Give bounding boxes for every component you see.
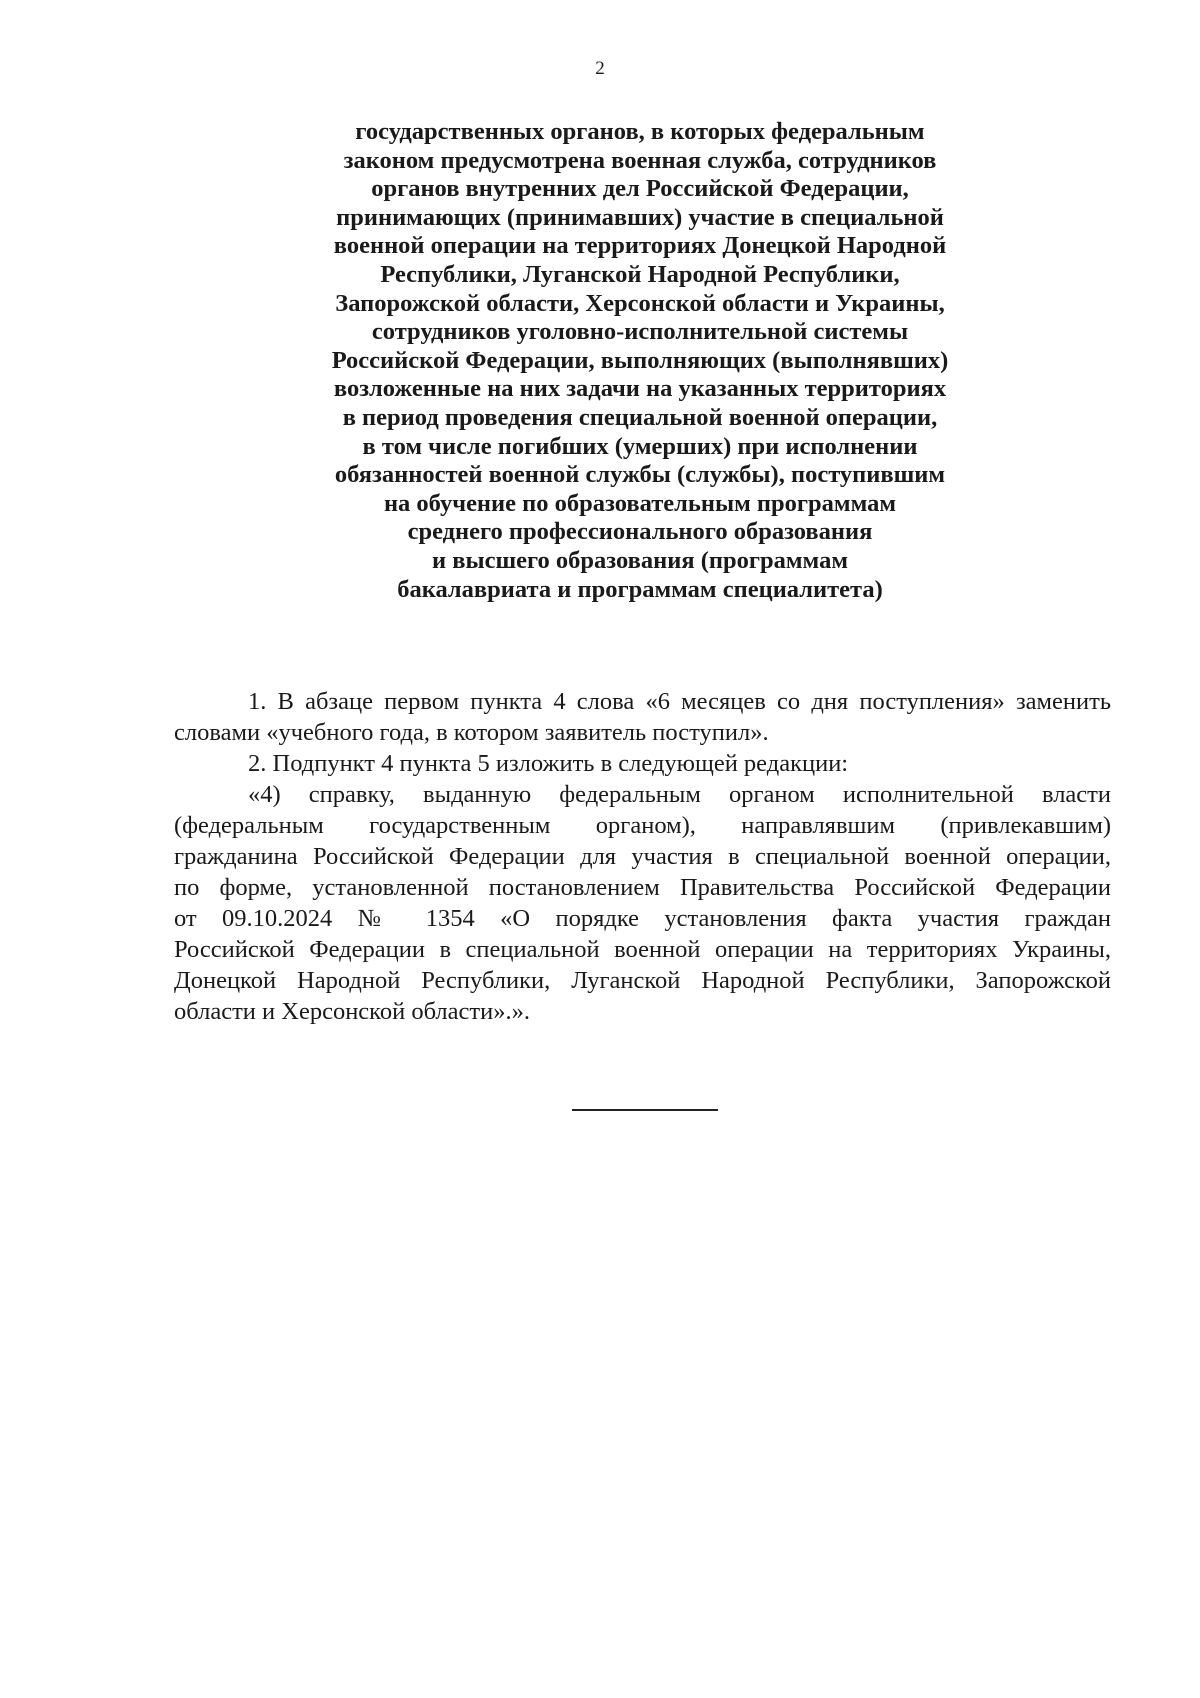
- end-of-document-rule: [572, 1109, 718, 1111]
- heading-line: в том числе погибших (умерших) при исполнении: [362, 432, 918, 460]
- document-heading: [240, 118, 1040, 604]
- document-body: [174, 686, 1111, 1027]
- amendment-line: от 09.10.2024 № 1354 «О порядке установления факта участия граждан: [174, 905, 1111, 932]
- paragraph-amendment-text: [174, 779, 1111, 1027]
- heading-line: Запорожской области, Херсонской области и Украины,: [335, 289, 945, 317]
- amendment-line: (федеральным государственным органом), направлявшим (привлекавшим): [174, 812, 1111, 839]
- heading-line: Российской Федерации, выполняющих (выполнявших): [331, 346, 949, 374]
- amendment-line: области и Херсонской области».».: [174, 998, 530, 1025]
- heading-line: возложенные на них задачи на указанных территориях: [333, 375, 947, 403]
- amendment-line: Донецкой Народной Республики, Луганской Народной Республики, Запорожской: [174, 967, 1111, 994]
- heading-line: сотрудников уголовно-исполнительной системы: [371, 318, 909, 346]
- heading-line: законом предусмотрена военная служба, сотрудников: [343, 146, 937, 174]
- paragraph-item-1: 1. В абзаце первом пункта 4 слова «6 месяцев со дня поступления» заменить словами «учебного года, в котором заявитель поступил».: [174, 688, 1111, 746]
- heading-line: среднего профессионального образования: [407, 518, 873, 546]
- heading-line: на обучение по образовательным программам: [383, 489, 897, 517]
- heading-line: в период проведения специальной военной операции,: [342, 403, 938, 431]
- heading-line: принимающих (принимавших) участие в специальной: [336, 203, 944, 231]
- heading-line: и высшего образования (программам: [431, 546, 849, 574]
- heading-line: бакалавриата и программам специалитета): [397, 575, 883, 603]
- heading-line: обязанностей военной службы (службы), поступившим: [334, 461, 946, 489]
- heading-line: военной операции на территориях Донецкой Народной: [333, 232, 947, 260]
- paragraph-item-2: 2. Подпункт 4 пункта 5 изложить в следующей редакции:: [248, 750, 849, 777]
- heading-line: органов внутренних дел Российской Федерации,: [371, 175, 909, 203]
- heading-line: государственных органов, в которых федеральным: [355, 118, 925, 145]
- amendment-line: Российской Федерации в специальной военной операции на территориях Украины,: [174, 936, 1111, 963]
- amendment-line: «4) справку, выданную федеральным органом исполнительной власти: [248, 781, 1111, 808]
- amendment-line: гражданина Российской Федерации для участия в специальной военной операции,: [174, 843, 1111, 870]
- amendment-line: по форме, установленной постановлением Правительства Российской Федерации: [174, 874, 1111, 901]
- heading-line: Республики, Луганской Народной Республики,: [380, 260, 900, 288]
- page-number: 2: [595, 58, 605, 79]
